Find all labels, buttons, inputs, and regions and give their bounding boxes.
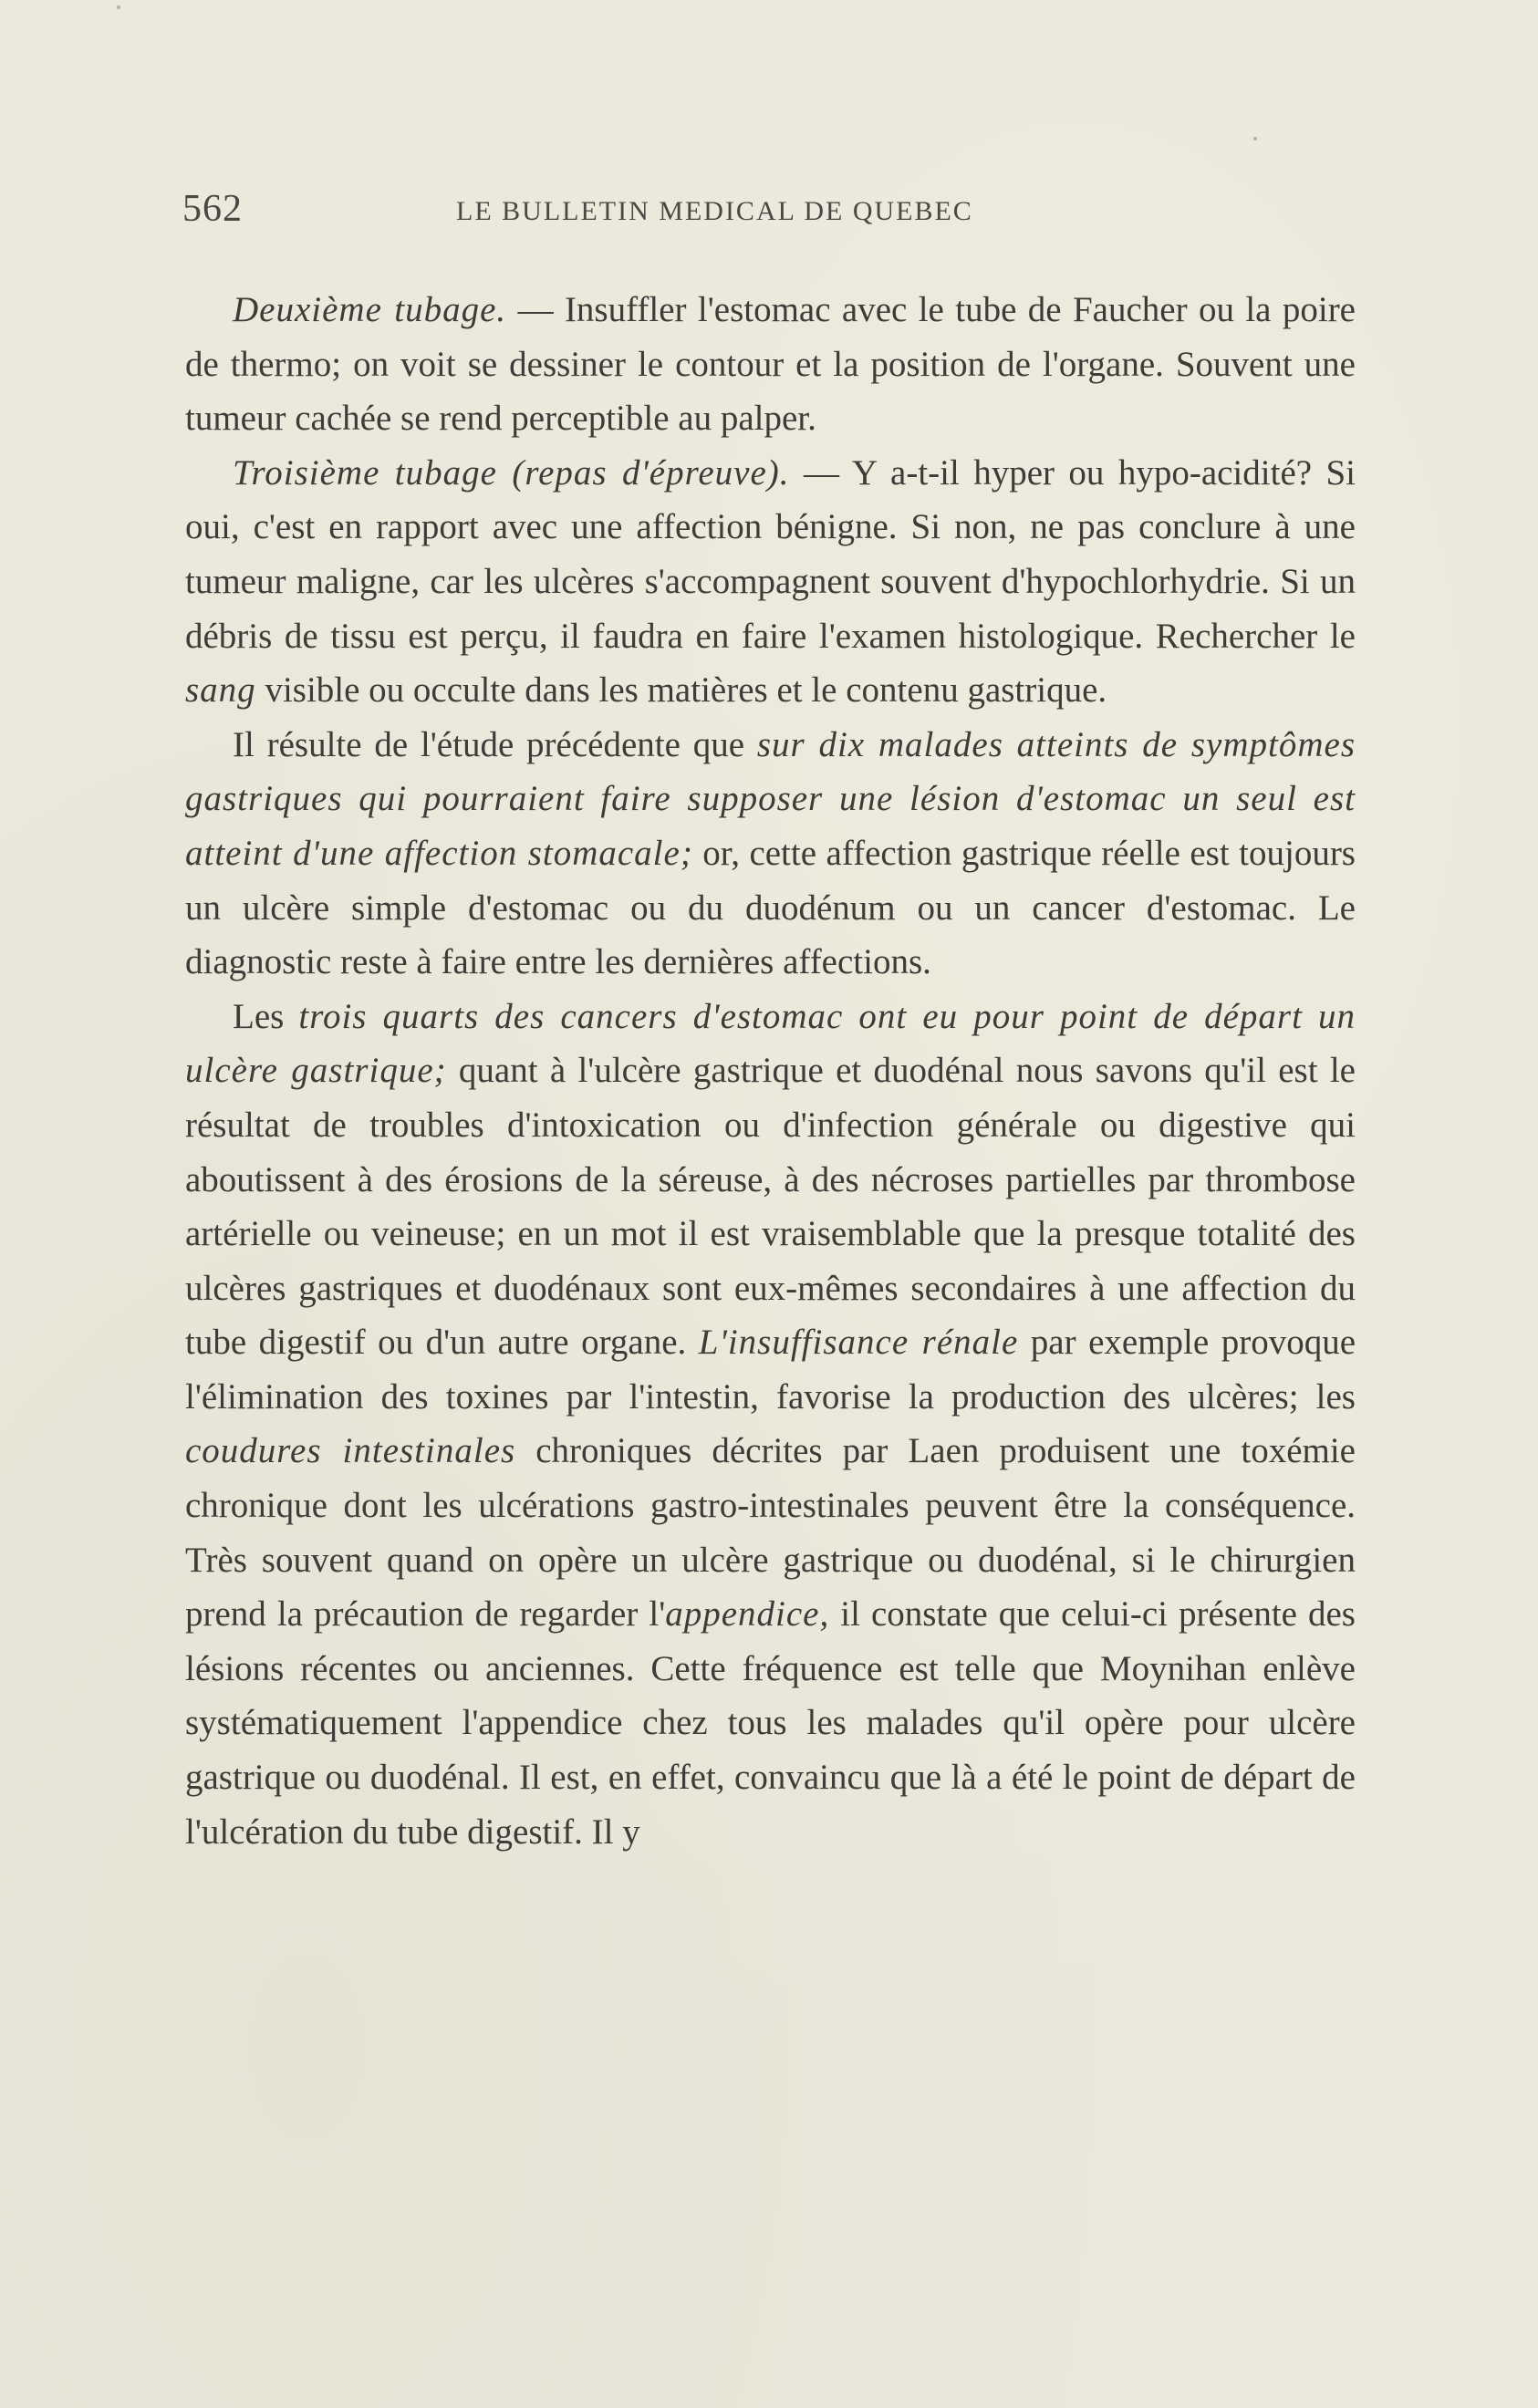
page-number: 562	[182, 188, 243, 230]
italic-run: trois quarts des cancers d'estomac ont eu pour point de départ un ulcère gastrique;	[185, 996, 1356, 1091]
paragraph	[185, 990, 1356, 1860]
text-run: il constate que celui-ci présente des lésions récentes ou anciennes. Cette fréquence est telle que Moynihan enlève systématiquement l'appendice chez tous les malades qu'il opère pour ulcère gastrique ou duodénal. Il est, en effet, convaincu que là a été le point de départ de l'ulcération du tube digestif. Il y	[185, 1594, 1356, 1852]
paragraph	[185, 283, 1356, 446]
italic-run: appendice,	[665, 1594, 830, 1635]
text-run: Les	[233, 996, 299, 1036]
paper-speck	[117, 5, 120, 9]
paper-speck	[1253, 137, 1257, 140]
text-run: quant à l'ulcère gastrique et duodénal nous savons qu'il est le résultat de troubles d'intoxication ou d'infection générale ou digestive qui aboutissent à des érosions de la séreuse, à des nécroses partielles par thrombose artérielle ou veineuse; en un mot il est vraisemblable que la presque totalité des ulcères gastriques et duodénaux sont eux-mêmes secondaires à une affection du tube digestif ou d'un autre organe.	[185, 1051, 1356, 1363]
italic-run: Deuxième tubage.	[233, 290, 507, 329]
text-run: Il résulte de l'étude précédente que	[233, 724, 757, 764]
paragraph	[185, 718, 1356, 990]
journal-title: LE BULLETIN MEDICAL DE QUEBEC	[456, 196, 973, 226]
text-run: chroniques décrites par Laen produisent une toxémie chronique dont les ulcérations gastro-intestinales peuvent être la conséquence. Très souvent quand on opère un ulcère gastrique ou duodénal, si le chirurgien prend la précaution de regarder l'	[185, 1431, 1356, 1635]
text-run: — Y a-t-il hyper ou hypo-acidité? Si oui, c'est en rapport avec une affection bénigne. Si non, ne pas conclure à une tumeur maligne, car les ulcères s'accompagnent souvent d'hypochlorhydrie. Si un débris de tissu est perçu, il faudra en faire l'examen histologique. Rechercher le	[185, 452, 1356, 656]
italic-run: sur dix malades atteints de symptômes gastriques qui pourraient faire supposer une lésion d'estomac un seul est atteint d'une affection stomacale;	[185, 724, 1356, 873]
text-run: par exemple provoque l'élimination des toxines par l'intestin, favorise la production des ulcères; les	[185, 1323, 1356, 1417]
italic-run: L'insuffisance rénale	[698, 1323, 1019, 1363]
body-text	[185, 283, 1356, 1859]
paragraph	[185, 446, 1356, 718]
italic-run: sang	[185, 670, 256, 711]
running-head	[182, 187, 1359, 242]
italic-run: coudures intestinales	[185, 1431, 516, 1471]
text-run: visible ou occulte dans les matières et le contenu gastrique.	[255, 670, 1107, 711]
text-run: — Insuffler l'estomac avec le tube de Faucher ou la poire de thermo; on voit se dessiner le contour et la position de l'organe. Souvent une tumeur cachée se rend perceptible au palper.	[185, 290, 1356, 439]
text-run: or, cette affection gastrique réelle est toujours un ulcère simple d'estomac ou du duodénum ou un cancer d'estomac. Le diagnostic reste à faire entre les dernières affections.	[185, 833, 1356, 982]
italic-run: Troisième tubage (repas d'épreuve).	[233, 452, 790, 493]
